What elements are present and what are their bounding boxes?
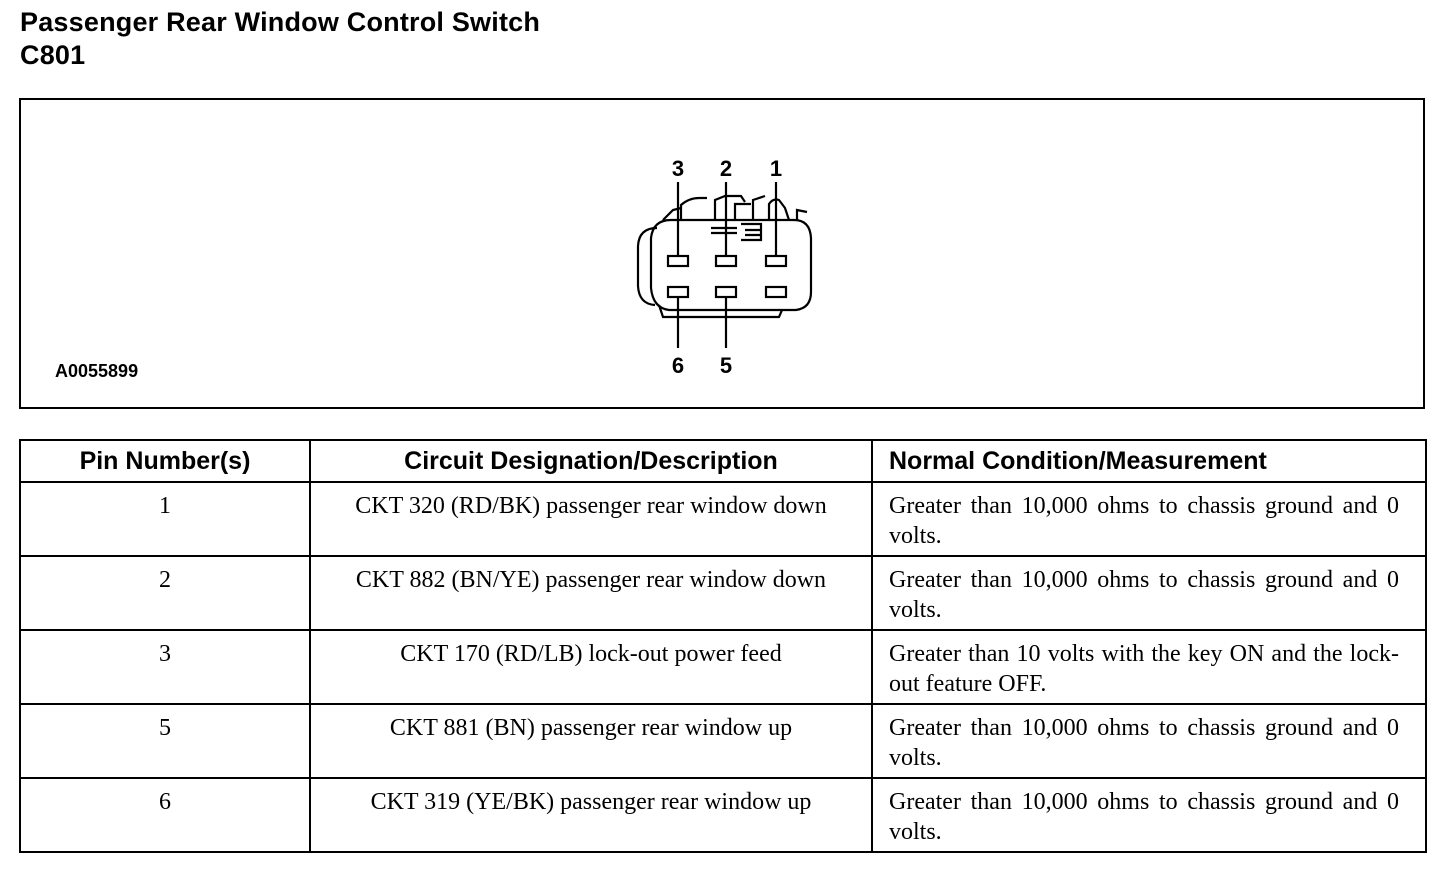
terminal-5 xyxy=(716,287,736,297)
pin-label-6: 6 xyxy=(671,353,685,378)
table-row xyxy=(20,778,1426,852)
terminal-3 xyxy=(668,256,688,266)
circuit-cell: CKT 170 (RD/LB) lock-out power feed xyxy=(310,630,872,704)
pin-cell: 1 xyxy=(20,482,310,556)
terminal-1 xyxy=(766,256,786,266)
terminal-6 xyxy=(668,287,688,297)
header-circuit-designation: Circuit Designation/Description xyxy=(310,440,872,482)
page-title: Passenger Rear Window Control Switch xyxy=(20,7,541,37)
connector-diagram xyxy=(21,100,1423,407)
circuit-cell: CKT 881 (BN) passenger rear window up xyxy=(310,704,872,778)
terminal-2 xyxy=(716,256,736,266)
pin-terminals xyxy=(668,256,786,297)
measurement-cell: Greater than 10,000 ohms to chassis ground and 0 volts. xyxy=(872,704,1426,778)
document-header xyxy=(20,6,540,72)
measurement-cell: Greater than 10 volts with the key ON and the lock-out feature OFF. xyxy=(872,630,1426,704)
table-row xyxy=(20,630,1426,704)
pin-table xyxy=(19,439,1427,853)
pin-cell: 6 xyxy=(20,778,310,852)
terminal-4 xyxy=(766,287,786,297)
table-row xyxy=(20,556,1426,630)
header-pin-numbers: Pin Number(s) xyxy=(20,440,310,482)
pin-label-1: 1 xyxy=(769,156,783,181)
table-header-row xyxy=(20,440,1426,482)
connector-id: C801 xyxy=(20,40,86,70)
measurement-cell: Greater than 10,000 ohms to chassis ground and 0 volts. xyxy=(872,482,1426,556)
pin-label-3: 3 xyxy=(671,156,685,181)
table-row xyxy=(20,482,1426,556)
pin-cell: 2 xyxy=(20,556,310,630)
pin-cell: 3 xyxy=(20,630,310,704)
pin-label-2: 2 xyxy=(719,156,733,181)
circuit-cell: CKT 320 (RD/BK) passenger rear window down xyxy=(310,482,872,556)
circuit-cell: CKT 882 (BN/YE) passenger rear window down xyxy=(310,556,872,630)
circuit-cell: CKT 319 (YE/BK) passenger rear window up xyxy=(310,778,872,852)
measurement-cell: Greater than 10,000 ohms to chassis ground and 0 volts. xyxy=(872,556,1426,630)
connector-figure xyxy=(19,98,1425,409)
pin-label-5: 5 xyxy=(719,353,733,378)
pin-cell: 5 xyxy=(20,704,310,778)
table-row xyxy=(20,704,1426,778)
header-normal-condition: Normal Condition/Measurement xyxy=(872,440,1426,482)
measurement-cell: Greater than 10,000 ohms to chassis ground and 0 volts. xyxy=(872,778,1426,852)
figure-id: A0055899 xyxy=(55,361,139,381)
